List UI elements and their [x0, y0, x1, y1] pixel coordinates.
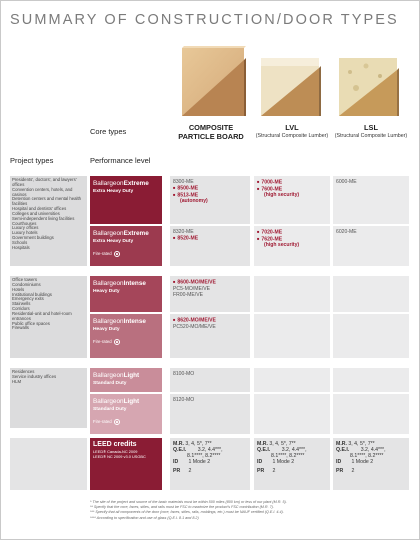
core-types-label: Core types	[90, 127, 127, 136]
project-group-extreme	[10, 176, 87, 266]
project-item: Luxury hotels	[12, 230, 38, 236]
project-group-light	[10, 368, 87, 428]
pr-score: PR 2	[173, 468, 192, 475]
cell-intense-fire-lvl	[254, 314, 330, 358]
project-item: Schools	[12, 239, 28, 245]
project-item: Residences	[12, 369, 35, 374]
page-title: SUMMARY OF CONSTRUCTION/DOOR TYPES	[10, 12, 399, 28]
cell-light-fire-composite	[170, 394, 250, 434]
leed-score-lsl	[333, 438, 409, 490]
mr-score: M.R. 3, 4, 5*, 7**	[173, 441, 212, 447]
leed-score-lvl	[254, 438, 330, 490]
performance-extreme-fire-rated	[90, 226, 162, 266]
core-code: FR00-ME/VE	[173, 291, 204, 298]
core-code: ■ 7600-ME (high security)	[257, 186, 299, 199]
project-group-intense	[10, 276, 87, 358]
core-code: PC520-MO/ME/VE	[173, 323, 216, 330]
project-item: Semi-independent living facilities	[12, 215, 75, 221]
project-item: Institutional buildings	[12, 291, 52, 297]
project-item: Hospitals	[12, 244, 30, 250]
core-code: ■ 7000-ME	[257, 179, 299, 186]
project-item: Public office spaces	[12, 320, 50, 326]
qei-score-cont: 8.1****, 8.2****	[271, 453, 305, 460]
performance-extreme	[90, 176, 162, 224]
project-item: Government buildings	[12, 235, 54, 241]
lvl-swatch	[258, 54, 322, 118]
lsl-swatch	[336, 54, 400, 118]
project-item: Service industry offices	[12, 373, 57, 379]
performance-duty: Heavy Duty	[93, 327, 120, 332]
qei-score: Q.E.I. 3.2, 4.4***,	[257, 447, 307, 454]
core-code: 8100-MO	[173, 371, 195, 377]
core-code: ■ 8500-ME	[173, 185, 208, 192]
performance-intense	[90, 276, 162, 312]
performance-light	[90, 368, 162, 392]
footnote: ** Specify that the core, faces, stiles, and rails must be FSC to maximize the product's FSC contribution (M.R. 7).	[90, 505, 274, 510]
fire-rated-label: Fire-rated	[93, 251, 159, 257]
project-item: Hospital and dentists' offices	[12, 206, 67, 212]
cell-light-fire-lsl	[333, 394, 409, 434]
cell-intense-lvl	[254, 276, 330, 312]
project-item: Condominiums	[12, 281, 41, 287]
performance-duty: Standard Duty	[93, 381, 127, 386]
cell-extreme-lvl	[254, 176, 330, 224]
project-item: Residential-unit and hotel-room entrances	[12, 310, 72, 321]
project-item: Firewalls	[12, 325, 29, 331]
performance-brand: BallargeonExtreme	[93, 230, 149, 237]
column-name: COMPOSITE PARTICLE BOARD	[178, 123, 244, 141]
flame-icon	[114, 251, 120, 257]
cell-extreme-composite	[170, 176, 250, 224]
performance-brand: BallargeonIntense	[93, 280, 146, 287]
performance-duty: Standard Duty	[93, 407, 127, 412]
cell-extreme-fire-lvl	[254, 226, 330, 266]
column-name: LSL	[364, 123, 378, 132]
footnote: * The site of the project and source of the basic materials must be within 500 miles (800 km) or less of our plant (M.R. 5).	[90, 500, 287, 504]
id-score: ID 1 Mode 2	[173, 459, 211, 466]
performance-intense-fire-rated	[90, 314, 162, 358]
cell-intense-lsl	[333, 276, 409, 312]
core-code: ■ 7620-ME (high security)	[257, 236, 299, 249]
project-types-label: Project types	[10, 156, 54, 165]
cell-intense-composite	[170, 276, 250, 312]
project-item: Hotels	[12, 286, 25, 292]
leed-title: LEED credits	[93, 441, 137, 448]
column-sub: (Structural Composite Lumber)	[255, 132, 329, 139]
project-item: Detention centers and mental health facilities	[12, 196, 82, 207]
core-code: 8120-MO	[173, 397, 195, 403]
cell-extreme-fire-composite	[170, 226, 250, 266]
column-header-lsl	[333, 124, 409, 139]
cell-intense-fire-lsl	[333, 314, 409, 358]
performance-duty: Extra Heavy Duty	[93, 239, 134, 244]
leed-standard: LEED® Canada-NC 2009	[93, 449, 138, 454]
fire-rated-label: Fire-rated	[93, 339, 159, 345]
project-item: Colleges and universities	[12, 210, 60, 216]
performance-level-label: Performance level	[90, 156, 151, 165]
project-item: Courthouses	[12, 220, 37, 226]
performance-brand: BallargeonLight	[93, 372, 140, 379]
leed-credits-block	[90, 438, 162, 490]
core-code: ■ 8600-MO/ME/VE	[173, 279, 216, 286]
core-code: PC5-MO/ME/VE	[173, 285, 211, 292]
mr-score: M.R. 3, 4, 5*, 7**	[336, 441, 375, 447]
project-item: HLM	[12, 378, 22, 384]
project-item: Presidents', doctors', and lawyers' offices	[12, 177, 77, 187]
performance-brand: BallargeonExtreme	[93, 180, 149, 187]
cell-extreme-lsl	[333, 176, 409, 224]
cell-light-lsl	[333, 368, 409, 392]
core-code: ■ 8620-MO/ME/VE	[173, 317, 216, 324]
qei-score-cont: 8.1****, 8.2****	[187, 453, 221, 460]
column-header-lvl	[254, 124, 330, 139]
core-code: ■ 8513-ME (autonomy)	[173, 192, 208, 205]
project-item: Stairwells	[12, 301, 31, 307]
id-score: ID 1 Mode 2	[257, 459, 295, 466]
performance-brand: BallargeonLight	[93, 398, 140, 405]
column-header-composite	[170, 124, 252, 141]
leed-standard: LEED® NC 2009 v3.0 USGBC	[93, 453, 146, 459]
project-item: Corridors	[12, 306, 30, 312]
qei-score: Q.E.I. 3.2, 4.4***,	[336, 447, 386, 454]
footnote: *** Specify that all components of the door (core, faces, stiles, rails, moldings, etc.) must be NAUF certified (Q.E.I. 4.4).	[90, 510, 284, 515]
cell-light-lvl	[254, 368, 330, 392]
qei-score-cont: 8.1****, 8.2****	[350, 453, 384, 460]
flame-icon	[114, 339, 120, 345]
core-code: 6020-ME	[336, 229, 357, 235]
footnotes	[90, 500, 410, 521]
column-name: LVL	[285, 123, 299, 132]
project-item: Luxury offices	[12, 225, 39, 231]
leed-spacer	[10, 438, 87, 490]
flame-icon	[114, 419, 120, 425]
cell-light-composite	[170, 368, 250, 392]
mr-score: M.R. 3, 4, 5*, 7**	[257, 441, 296, 447]
cell-intense-fire-composite	[170, 314, 250, 358]
performance-light-fire-rated	[90, 394, 162, 434]
performance-brand: BallargeonIntense	[93, 318, 146, 325]
core-code: ■ 7020-ME	[257, 229, 299, 236]
core-code: ■ 8520-ME	[173, 235, 198, 242]
fire-rated-label: Fire-rated	[93, 419, 159, 425]
performance-duty: Extra Heavy Duty	[93, 189, 134, 194]
qei-score: Q.E.I. 3.2, 4.4***,	[173, 447, 223, 454]
cell-extreme-fire-lsl	[333, 226, 409, 266]
pr-score: PR 2	[336, 468, 355, 475]
core-code: 8320-ME	[173, 229, 194, 235]
core-code: 6000-ME	[336, 179, 357, 185]
core-code: 8300-ME	[173, 179, 194, 185]
performance-duty: Heavy Duty	[93, 289, 120, 294]
leed-score-composite	[170, 438, 250, 490]
footnote: **** According to specification and use of glass (Q.E.I. 8.1 and 8.2)	[90, 515, 199, 520]
project-item: Emergency exits	[12, 296, 44, 302]
pr-score: PR 2	[257, 468, 276, 475]
column-sub: (Structural Composite Lumber)	[334, 132, 408, 139]
project-item: Convention centers, hotels, and casinos	[12, 186, 73, 197]
project-item: Office towers	[12, 277, 37, 282]
cell-light-fire-lvl	[254, 394, 330, 434]
composite-particle-board-swatch	[178, 46, 248, 118]
id-score: ID 1 Mode 2	[336, 459, 374, 466]
